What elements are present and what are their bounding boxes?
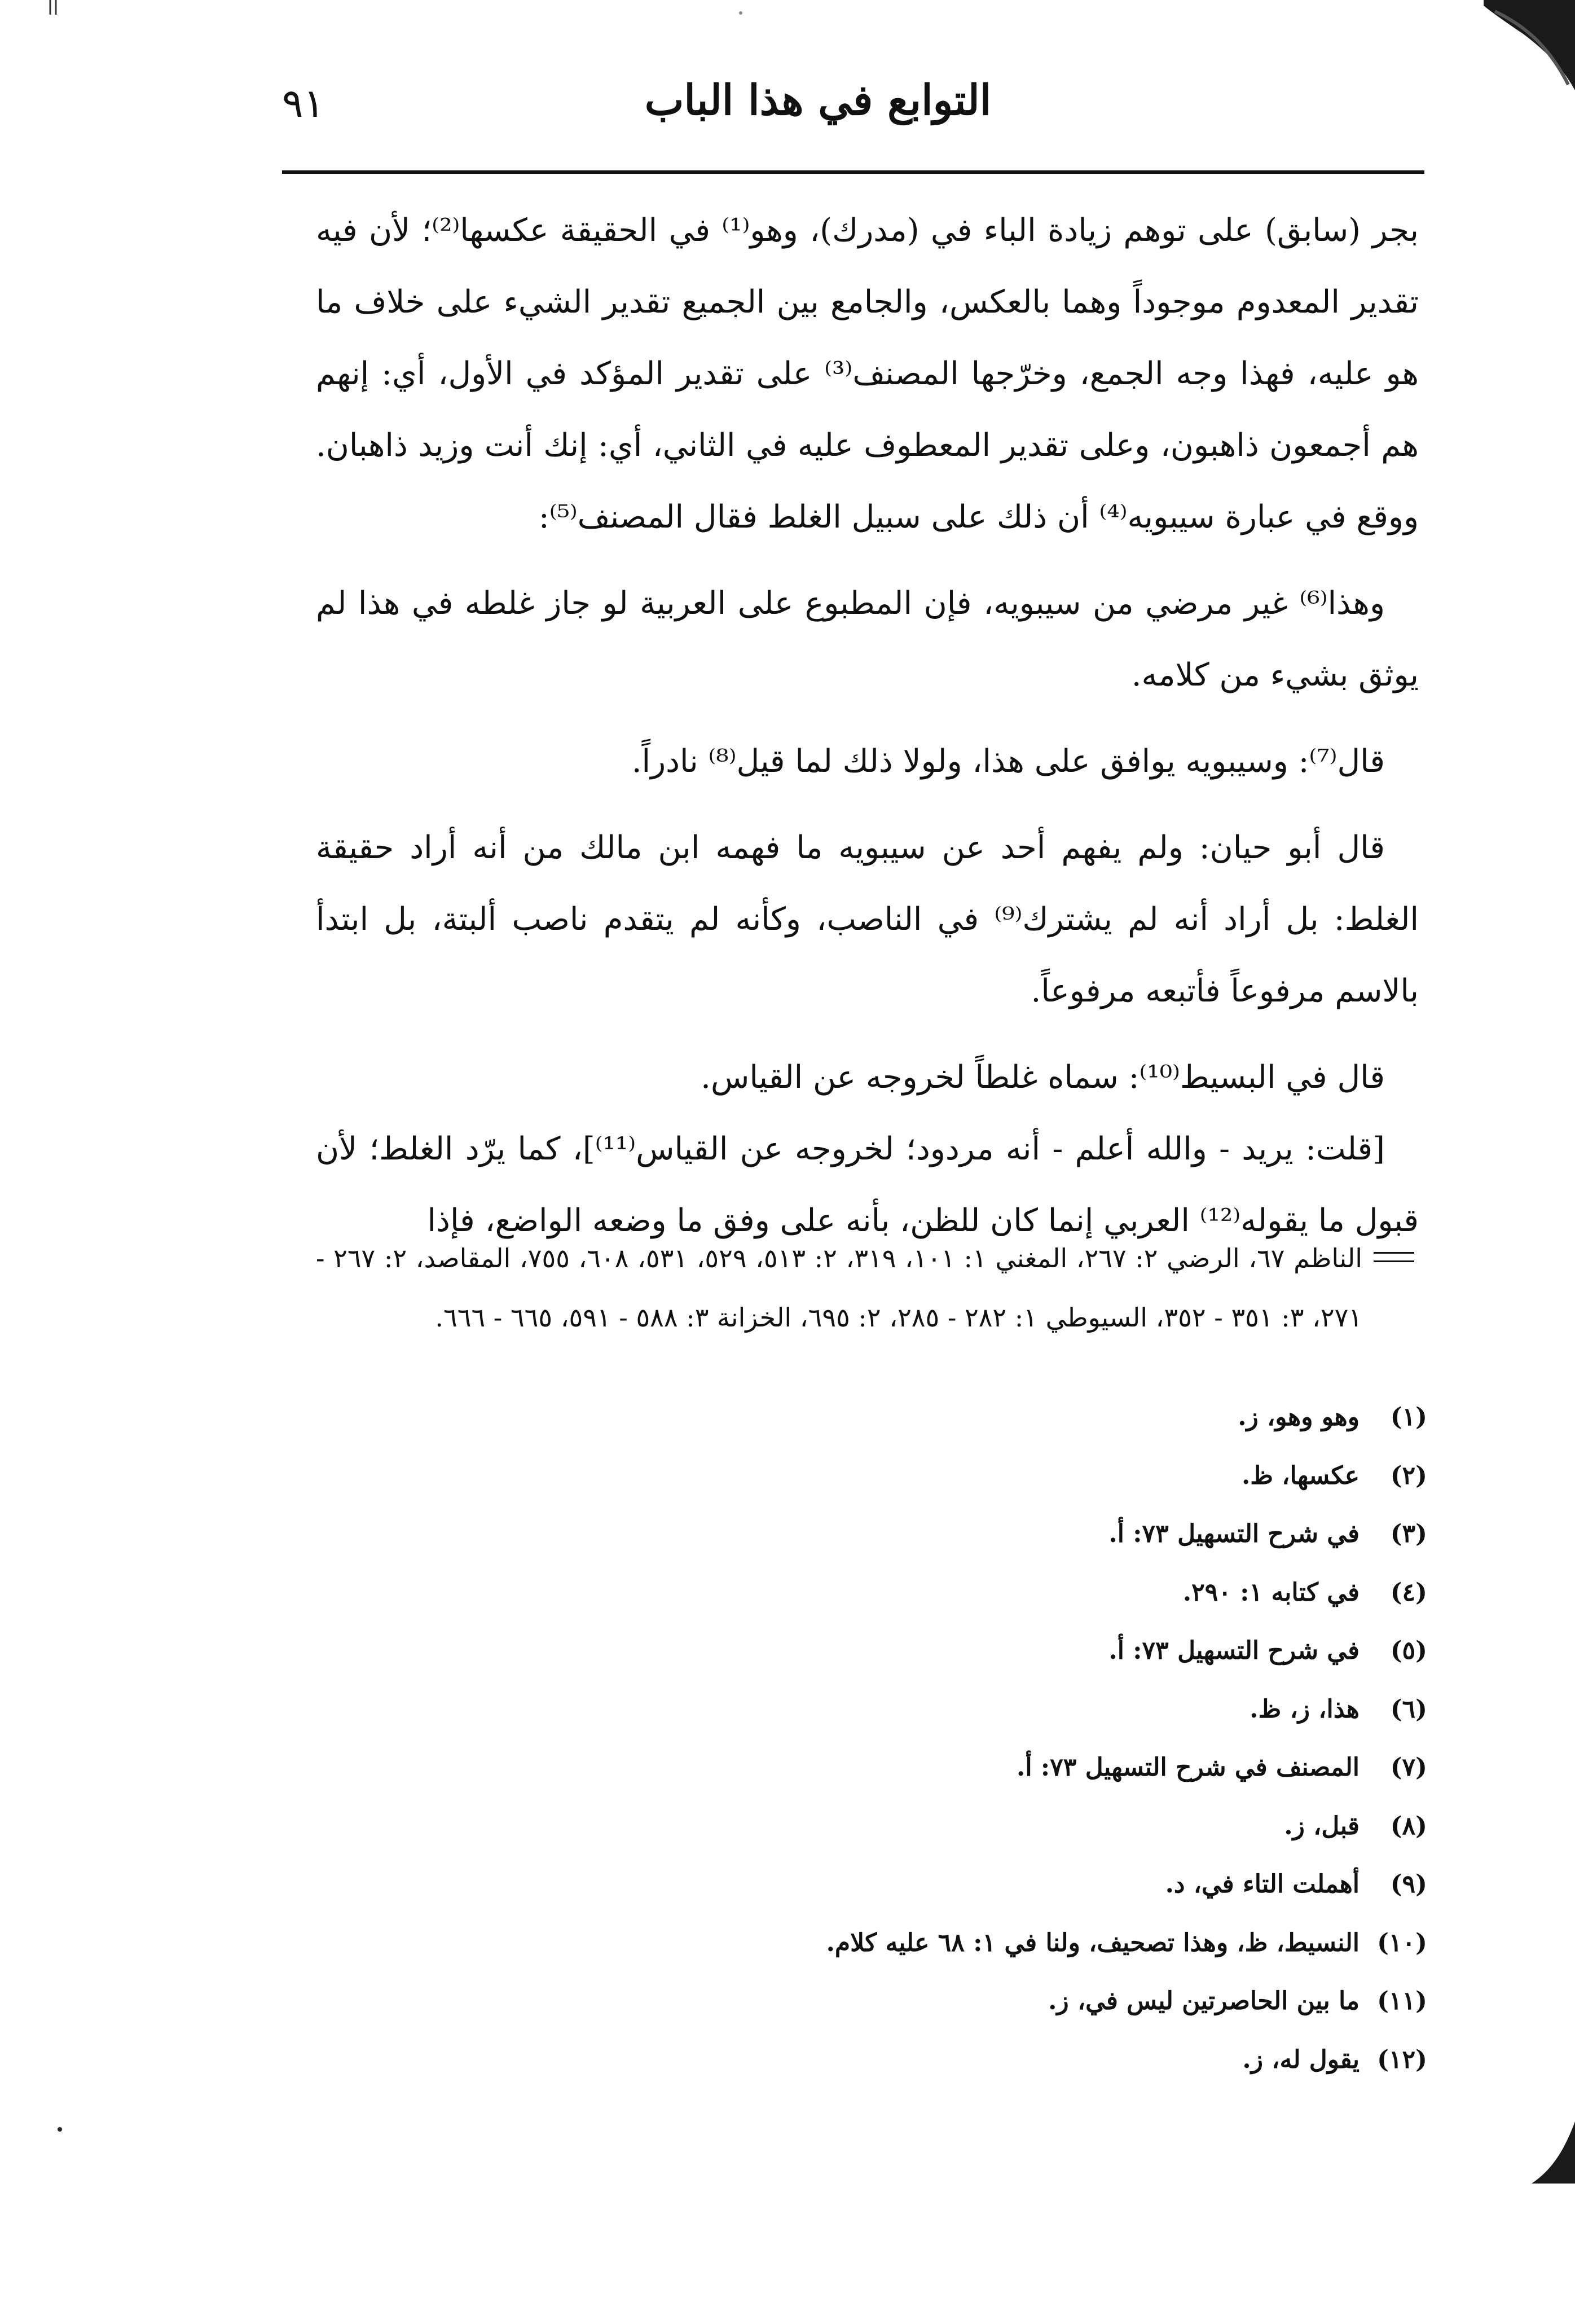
footnote-text: في شرح التسهيل ٧٣: أ. bbox=[1108, 1636, 1360, 1665]
footnote-number: (٨) bbox=[1390, 1811, 1427, 1840]
footnote-number: (٣) bbox=[1390, 1519, 1427, 1548]
sources-note: الناظم ٦٧، الرضي ٢: ٢٦٧، المغني ١: ١٠١، ٣١٩، ٢: ٥١٣، ٥٢٩، ٥٣١، ٦٠٨، ٧٥٥، المقاصد، ٢: ٢٦٧ - ٢٧١، ٣: ٣٥١ - ٣٥٢، السيوطي ١: ٢٨٢ - ٢٨٥، ٢: ٦٩٥، الخزانة ٣: ٥٨٨ - ٥٩١، ٦٦٥ - ٦٦٦. bbox=[316, 1243, 1363, 1333]
footnote-text: وهو وهو، ز. bbox=[1238, 1403, 1360, 1431]
scan-binding-shadow-top bbox=[1484, 0, 1575, 98]
footnote-number: (٢) bbox=[1390, 1461, 1427, 1490]
scan-speck bbox=[58, 2127, 62, 2132]
page-number: ٩١ bbox=[282, 80, 325, 126]
footnote bbox=[338, 1563, 1427, 1622]
footnote bbox=[338, 1738, 1427, 1797]
footnote bbox=[338, 1797, 1427, 1856]
footnote-text: في كتابه ١: ٢٩٠. bbox=[1182, 1578, 1360, 1607]
footnote-number: (٩) bbox=[1390, 1870, 1427, 1899]
footnote-number: (١١) bbox=[1377, 1987, 1427, 2015]
paragraph: قال⁽⁷⁾: وسيبويه يوافق على هذا، ولولا ذلك لما قيل⁽⁸⁾ نادراً. bbox=[631, 743, 1385, 780]
footnote-text: في شرح التسهيل ٧٣: أ. bbox=[1108, 1519, 1360, 1548]
footnote-number: (٦) bbox=[1390, 1694, 1427, 1724]
footnote bbox=[338, 1680, 1427, 1739]
footnote-number: (٧) bbox=[1390, 1753, 1427, 1782]
footnote bbox=[338, 1505, 1427, 1563]
scan-speck bbox=[739, 11, 742, 15]
footnote bbox=[338, 1972, 1427, 2031]
running-title: التوابع في هذا الباب bbox=[644, 76, 992, 125]
footnote-text: أهملت التاء في، د. bbox=[1165, 1870, 1360, 1899]
footnote-number: (١٢) bbox=[1377, 2045, 1427, 2074]
paragraph: [قلت: يريد - والله أعلم - أنه مردود؛ لخروجه عن القياس⁽¹¹⁾]، كما يرّد الغلط؛ لأن قبول ما يقوله⁽¹²⁾ العربي إنما كان للظن، بأنه على وفق ما وضعه الواضع، فإذا bbox=[316, 1131, 1419, 1239]
footnote-text: النسيط، ظ، وهذا تصحيف، ولنا في ١: ٦٨ عليه كلام. bbox=[826, 1928, 1360, 1957]
paragraph: قال في البسيط⁽¹⁰⁾: سماه غلطاً لخروجه عن القياس. bbox=[701, 1059, 1385, 1096]
footnote bbox=[338, 1914, 1427, 1972]
footnote-text: ما بين الحاصرتين ليس في، ز. bbox=[1048, 1987, 1360, 2015]
footnote-text: المصنف في شرح التسهيل ٧٣: أ. bbox=[1017, 1753, 1360, 1782]
scan-tick-mark bbox=[48, 0, 59, 17]
footnote-text: يقول له، ز. bbox=[1242, 2045, 1360, 2074]
footnote-number: (٥) bbox=[1390, 1636, 1427, 1665]
footnote-text: قبل، ز. bbox=[1284, 1811, 1360, 1840]
main-text bbox=[316, 195, 1419, 1257]
footnote bbox=[338, 1855, 1427, 1914]
footnote bbox=[338, 2031, 1427, 2089]
footnote-text: عكسها، ظ. bbox=[1241, 1461, 1360, 1490]
footnote-number: (٤) bbox=[1390, 1578, 1427, 1607]
paragraph: قال أبو حيان: ولم يفهم أحد عن سيبويه ما فهمه ابن مالك من أنه أراد حقيقة الغلط: بل أراد أنه لم يشترك⁽⁹⁾ في الناصب، وكأنه لم يتقدم ناصب ألبتة، بل ابتدأ بالاسم مرفوعاً فأتبعه مرفوعاً. bbox=[316, 829, 1419, 1009]
footnote-text: هذا، ز، ظ. bbox=[1250, 1694, 1360, 1724]
footnote-number: (١) bbox=[1390, 1403, 1427, 1431]
footnote bbox=[338, 1447, 1427, 1505]
footnote bbox=[338, 1388, 1427, 1447]
footnote-number: (١٠) bbox=[1377, 1928, 1427, 1957]
footnote bbox=[338, 1622, 1427, 1680]
paragraph: بجر (سابق) على توهم زيادة الباء في (مدرك)، وهو⁽¹⁾ في الحقيقة عكسها⁽²⁾؛ لأن فيه تقدير المعدوم موجوداً وهما بالعكس، والجامع بين الجميع تقدير الشيء على خلاف ما هو عليه، فهذا وجه الجمع، وخرّجها المصنف⁽³⁾ على تقدير المؤكد في الأول، أي: إنهم هم أجمعون ذاهبون، وعلى تقدير المعطوف عليه في الثاني، أي: إنك أنت وزيد ذاهبان. ووقع في عبارة سيبويه⁽⁴⁾ أن ذلك على سبيل الغلط فقال المصنف⁽⁵⁾: bbox=[316, 212, 1419, 535]
scan-binding-shadow-bottom bbox=[1532, 2121, 1575, 2186]
paragraph: وهذا⁽⁶⁾ غير مرضي من سيبويه، فإن المطبوع على العربية لو جاز غلطه في هذا لم يوثق بشيء من كلامه. bbox=[316, 585, 1419, 693]
footnotes-list bbox=[338, 1388, 1427, 2089]
header-rule bbox=[282, 170, 1424, 174]
